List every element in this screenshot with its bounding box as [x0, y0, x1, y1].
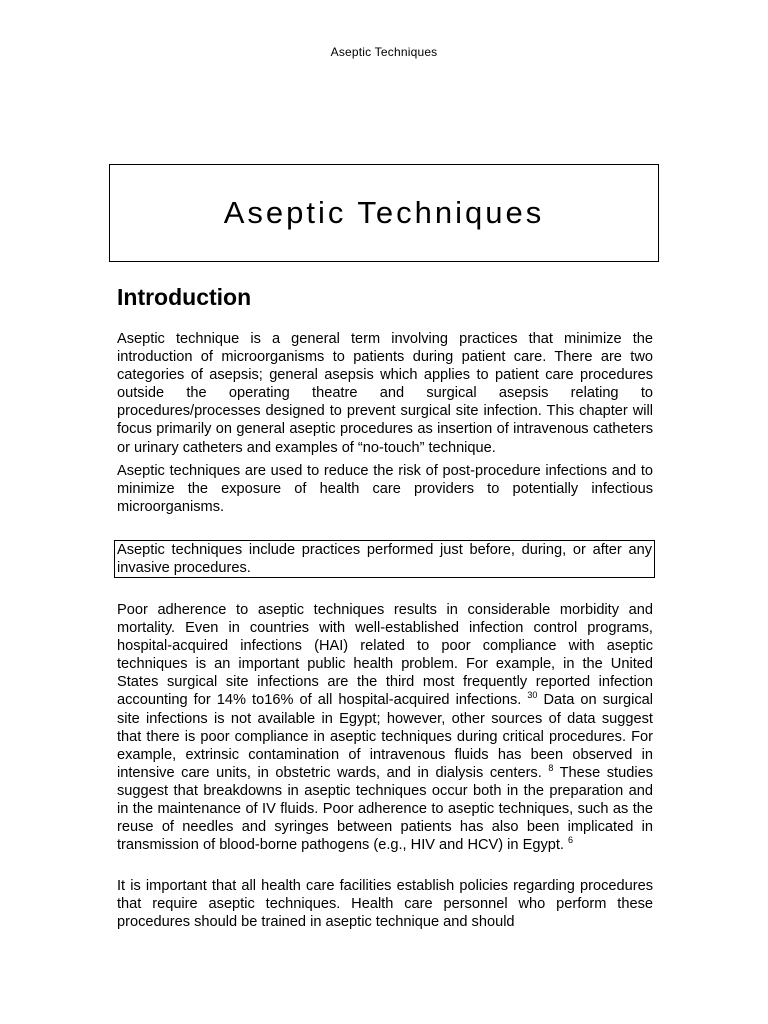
reference-6: 6 — [568, 835, 574, 846]
callout-box — [114, 540, 655, 578]
paragraph-intro-2: Aseptic techniques are used to reduce the risk of post-procedure infections and to minimize the exposure of health care providers to potentially infectious microorganisms. — [117, 463, 653, 516]
paragraph-intro-1: Aseptic technique is a general term involving practices that minimize the introduction of microorganisms to patients during patient care. There are two categories of asepsis; general asepsis which applies to patient care procedures outside the operating theatre and surgical asepsis relating to procedures/processes designed to prevent surgical site infection. This chapter will focus primarily on general aseptic procedures as insertion of intravenous catheters or urinary catheters and examples of “no-touch” technique. — [117, 331, 653, 456]
section-heading-introduction: Introduction — [117, 284, 252, 310]
paragraph-adherence-part-3: These studies suggest that breakdowns in aseptic techniques occur both in the preparation and in the maintenance of IV fluids. Poor adherence to aseptic techniques, such as the reuse of needles and syringes between patients has also been implicated in transmission of blood-borne pathogens (e.g., HIV and HCV) in Egypt. — [117, 764, 653, 854]
running-header: Aseptic Techniques — [330, 45, 438, 59]
callout-text: Aseptic techniques include practices performed just before, during, or after any invasive procedures. — [117, 542, 652, 576]
reference-30: 30 — [527, 690, 538, 701]
title-box — [109, 164, 659, 262]
paragraph-adherence — [117, 601, 653, 854]
paragraph-adherence-part-1: Poor adherence to aseptic techniques results in considerable morbidity and mortality. Even in countries with well-established infection control programs, hospital-acquired infections (HAI) related to poor compliance with aseptic techniques is an important public health problem. For example, in the United States surgical site infections are the third most frequently reported infection accounting for 14% to16% of all hospital-acquired infections. — [117, 602, 653, 709]
document-title: Aseptic Techniques — [223, 195, 545, 230]
paragraph-policies: It is important that all health care facilities establish policies regarding procedures that require aseptic techniques. Health care personnel who perform these procedures should be trained in aseptic technique and should — [117, 878, 653, 931]
reference-8: 8 — [548, 762, 554, 773]
paragraph-adherence-part-2: Data on surgical site infections is not available in Egypt; however, other sources of data suggest that there is poor compliance in aseptic techniques during critical procedures. For example, extrinsic contamination of intravenous fluids has been observed in intensive care units, in obstetric wards, and in dialysis centers. — [117, 692, 653, 781]
